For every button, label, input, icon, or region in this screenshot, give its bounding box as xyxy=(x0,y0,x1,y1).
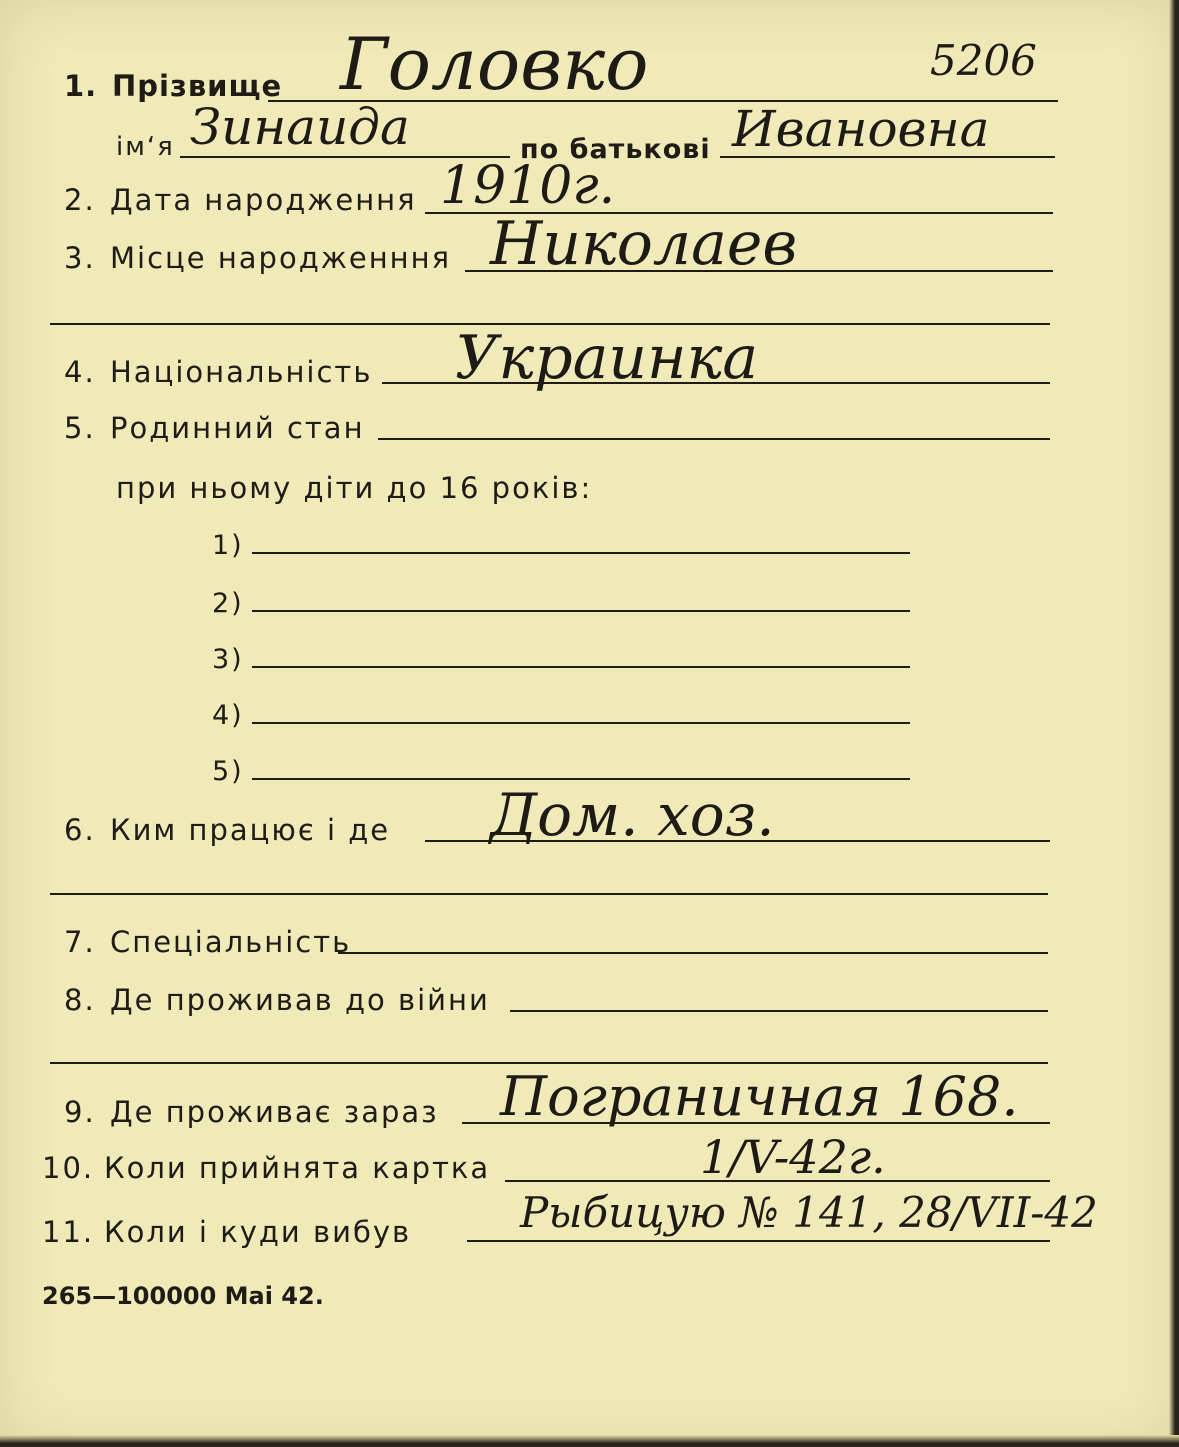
field-1-label: Прізвище xyxy=(112,69,283,103)
field-11-line xyxy=(467,1240,1050,1242)
field-4-label: Національність xyxy=(110,355,373,389)
field-7-line xyxy=(338,952,1048,954)
field-7-number: 7. xyxy=(64,925,96,959)
card-accepted-handwriting: 1/V-42г. xyxy=(700,1130,886,1184)
field-6-label: Ким працює і де xyxy=(110,813,391,847)
field-8-label: Де проживав до війни xyxy=(110,983,490,1017)
departure-handwriting: Рыбицую № 141, 28/VII-42 xyxy=(520,1188,1098,1237)
field-8-extra-line xyxy=(50,1062,1048,1064)
field-8-line xyxy=(510,1010,1048,1012)
child-1-line xyxy=(252,552,910,554)
birth-date-handwriting: 1910г. xyxy=(440,156,616,216)
field-5-line xyxy=(378,438,1050,440)
field-11-number: 11. xyxy=(42,1215,95,1249)
field-9-number: 9. xyxy=(64,1095,96,1129)
child-5-line xyxy=(252,778,910,780)
current-address-handwriting: Пограничная 168. xyxy=(500,1065,1019,1128)
child-2-number: 2) xyxy=(212,588,244,619)
field-3-number: 3. xyxy=(64,241,96,275)
field-5-label: Родинний стан xyxy=(110,411,365,445)
card-bottom-shadow xyxy=(0,1435,1179,1447)
occupation-handwriting: Дом. хоз. xyxy=(490,781,775,849)
field-1-number: 1. xyxy=(64,69,98,103)
field-3-label: Місце народженння xyxy=(110,241,452,275)
nationality-handwriting: Украинка xyxy=(455,323,759,393)
birth-place-handwriting: Николаев xyxy=(490,209,798,279)
patronymic-label: по батькові xyxy=(520,134,711,165)
field-6-extra-line xyxy=(50,893,1048,895)
field-9-label: Де проживає зараз xyxy=(110,1095,439,1129)
child-4-number: 4) xyxy=(212,700,244,731)
field-8-number: 8. xyxy=(64,983,96,1017)
field-10-label: Коли прийнята картка xyxy=(104,1151,491,1185)
child-1-number: 1) xyxy=(212,530,244,561)
field-6-number: 6. xyxy=(64,813,96,847)
child-3-number: 3) xyxy=(212,644,244,675)
card-edge-shadow xyxy=(1169,0,1179,1447)
field-10-number: 10. xyxy=(42,1151,95,1185)
print-code: 265—100000 Mai 42. xyxy=(42,1282,324,1310)
field-7-label: Спеціальність xyxy=(110,925,352,959)
surname-handwriting: Головко xyxy=(340,22,649,106)
child-3-line xyxy=(252,666,910,668)
field-11-label: Коли і куди вибув xyxy=(104,1215,412,1249)
child-2-line xyxy=(252,610,910,612)
field-4-number: 4. xyxy=(64,355,96,389)
child-4-line xyxy=(252,722,910,724)
field-2-label: Дата народження xyxy=(110,183,417,217)
child-5-number: 5) xyxy=(212,756,244,787)
corner-number-handwriting: 5206 xyxy=(930,36,1037,85)
field-5-number: 5. xyxy=(64,411,96,445)
children-heading: при ньому діти до 16 років: xyxy=(116,471,593,505)
patronymic-handwriting: Ивановна xyxy=(732,100,990,158)
field-2-number: 2. xyxy=(64,183,96,217)
first-name-label: ім‘я xyxy=(116,132,175,162)
first-name-handwriting: Зинаида xyxy=(190,98,410,156)
